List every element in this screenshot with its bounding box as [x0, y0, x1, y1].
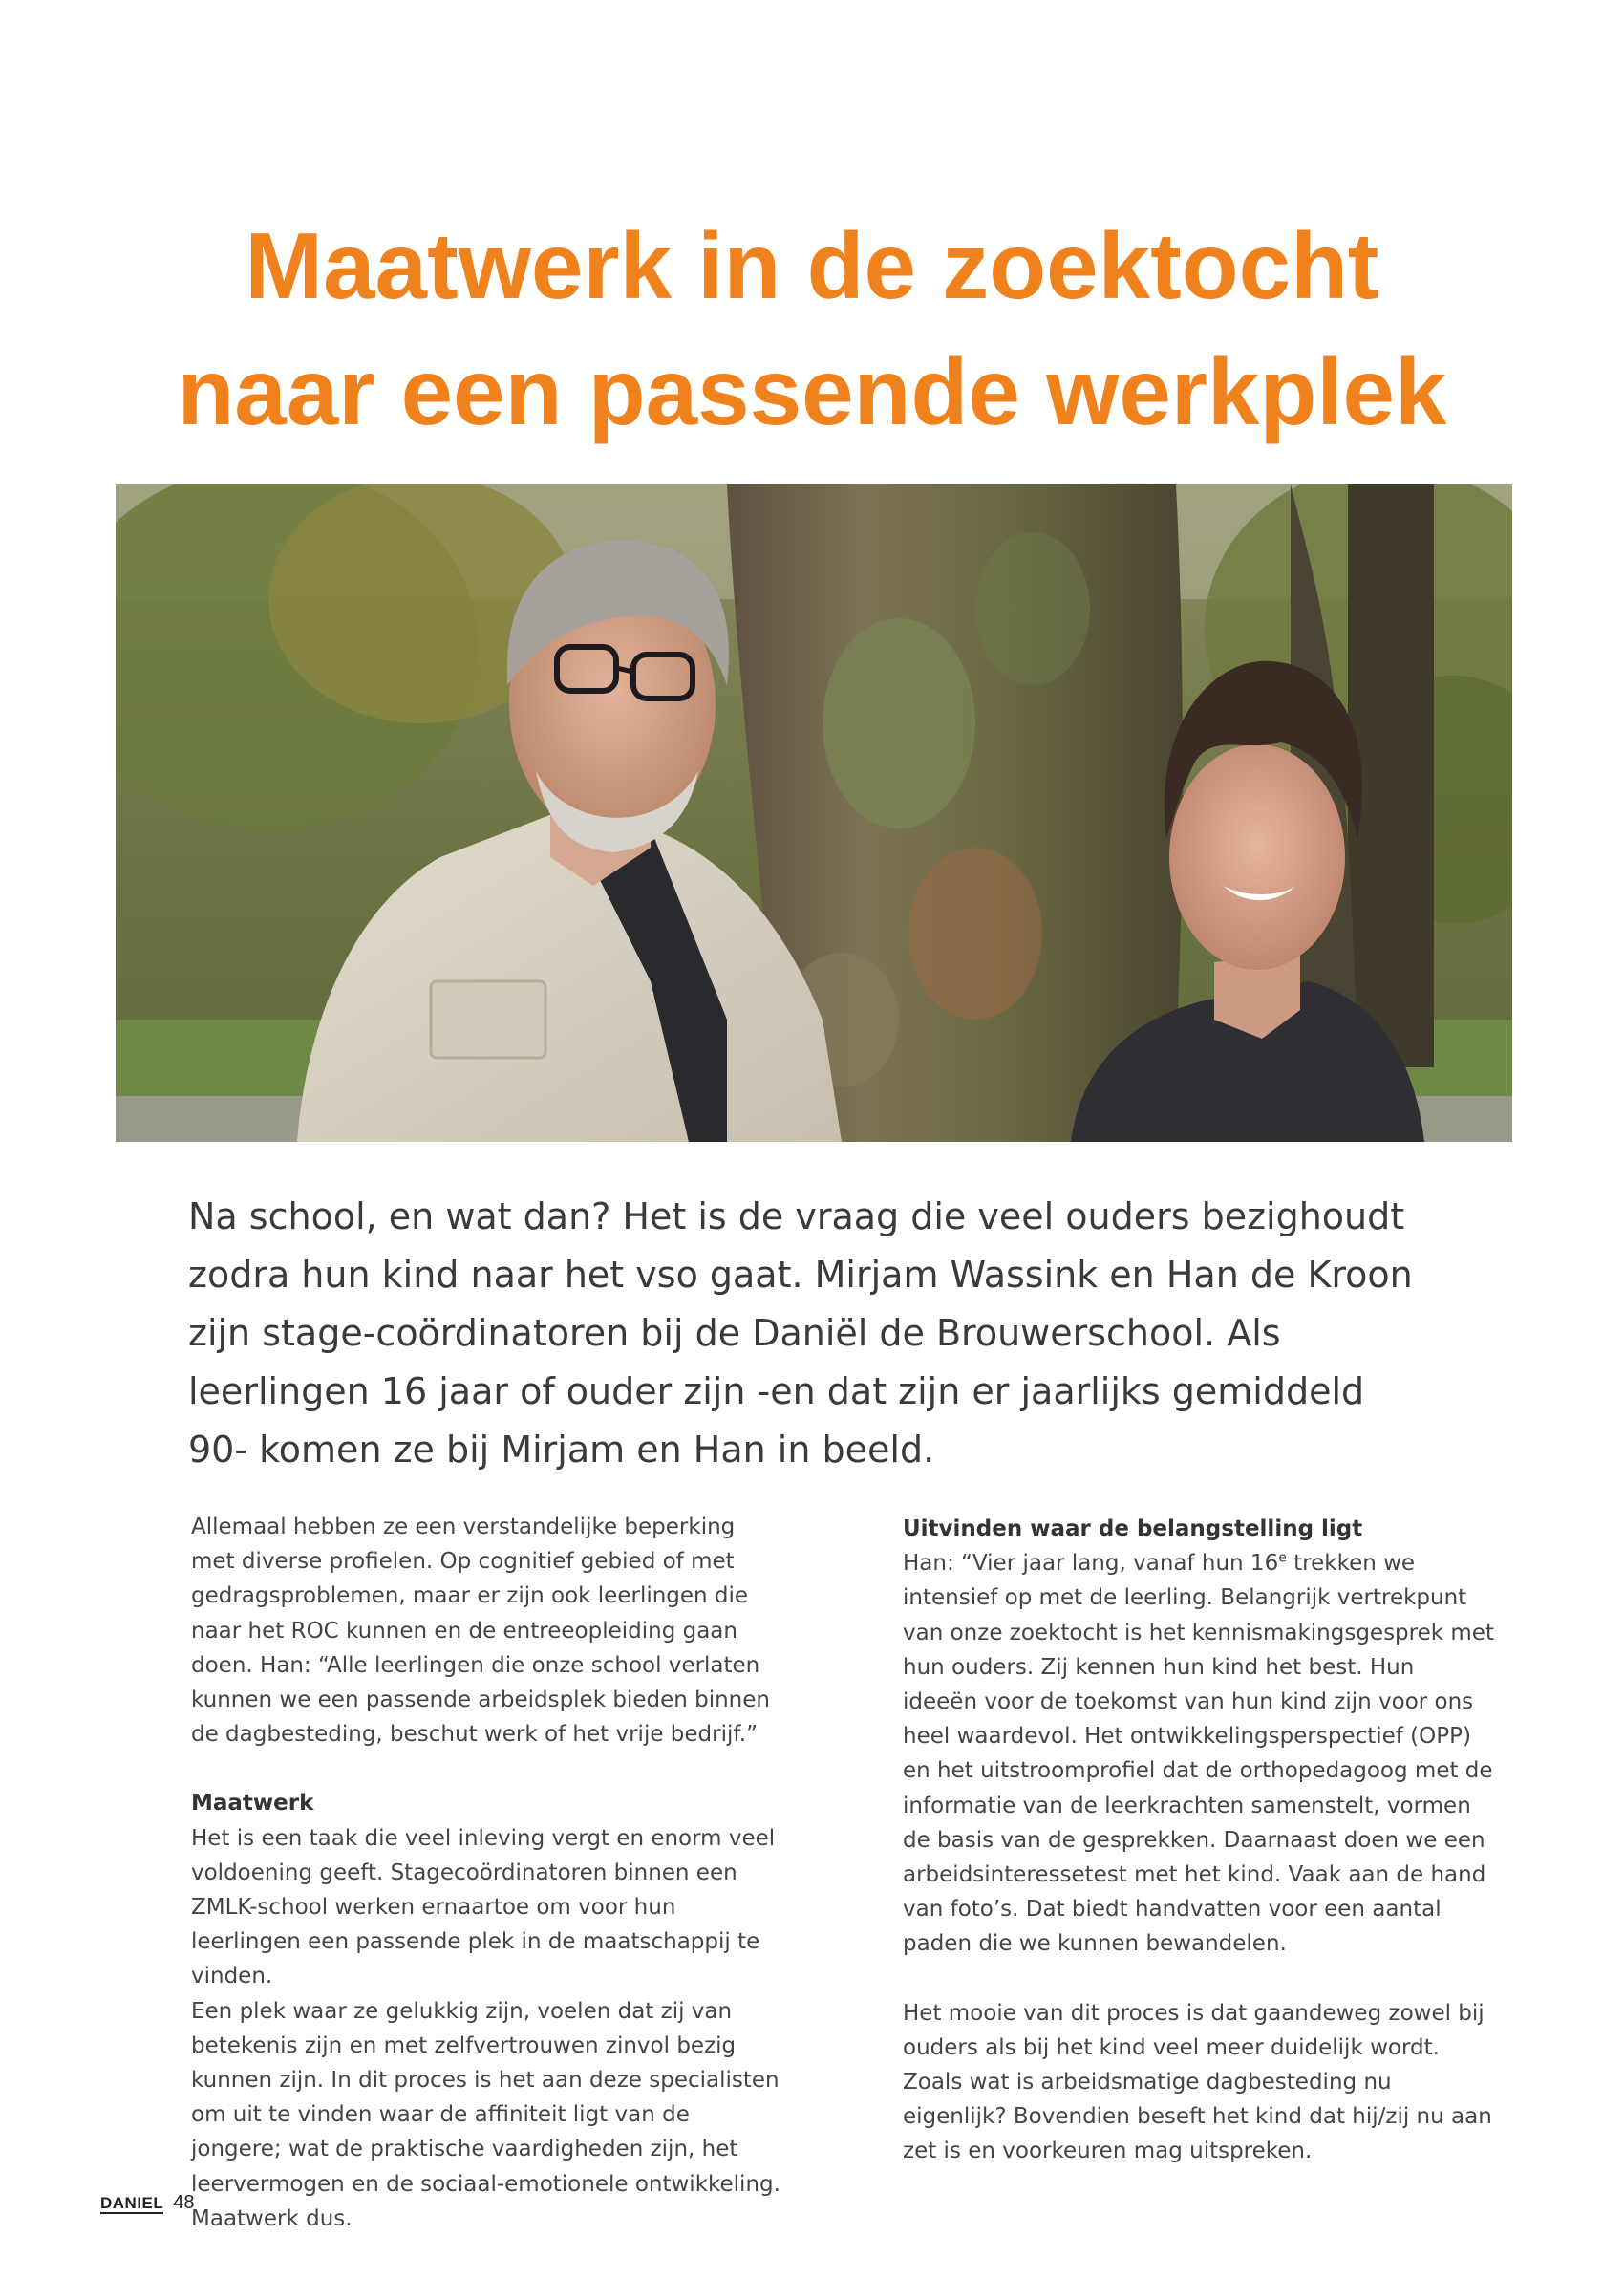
page-footer	[100, 2192, 195, 2214]
left-column	[191, 1510, 783, 2236]
right-column	[903, 1512, 1495, 2169]
title-line-2: naar een passende werkplek	[177, 339, 1447, 444]
left-paragraph-2: Het is een taak die veel inleving vergt en enorm veel voldoening geeft. Stagecoördinatoren binnen een ZMLK-school werken ernaartoe om voor hun leerlingen een passende plek in de maatschappij te vinden.	[191, 1825, 776, 1989]
intro-paragraph: Na school, en wat dan? Het is de vraag die veel ouders bezighoudt zodra hun kind naar het vso gaat. Mirjam Wassink en Han de Kroon zijn stage-coördinatoren bij de Daniël de Brouwerschool. Als leerlingen 16 jaar of ouder zijn -en dat zijn er jaarlijks gemiddeld 90- komen ze bij Mirjam en Han in beeld.	[188, 1195, 1413, 1471]
title-line-1: Maatwerk in de zoektocht	[245, 213, 1379, 318]
right-paragraph-2: Het mooie van dit proces is dat gaandeweg zowel bij ouders als bij het kind veel meer duidelijk wordt. Zoals wat is arbeidsmatige dagbesteding nu eigenlijk? Bovendien beseft het kind dat hij/zij nu aan zet is en voorkeuren mag uitspreken.	[903, 2000, 1492, 2164]
article-title	[0, 203, 1624, 455]
right-paragraph-1: Han: “Vier jaar lang, vanaf hun 16e trekken we intensief op met de leerling. Belangrijk vertrekpunt van onze zoektocht is het kennismakingsgesprek met hun ouders. Zij kennen hun kind het best. Hun ideeën voor de toekomst van hun kind zijn voor ons heel waardevol. Het ontwikkelingsperspectief (OPP) en het uitstroomprofiel dat de orthopedagoog met de informatie van de leerkrachten samenstelt, vormen de basis van de gesprekken. Daarnaast doen we een arbeidsinteressetest met het kind. Vaak aan de hand van foto’s. Dat biedt handvatten voor een aantal paden die we kunnen bewandelen.	[903, 1550, 1494, 1957]
heading-maatwerk: Maatwerk	[191, 1791, 314, 1817]
magazine-logo: DANIEL	[100, 2194, 164, 2212]
left-paragraph-1: Allemaal hebben ze een verstandelijke beperking met diverse profielen. Op cognitief gebied of met gedragsproblemen, maar er zijn ook leerlingen die naar het ROC kunnen en de entreeopleiding gaan doen. Han: “Alle leerlingen die onze school verlaten kunnen we een passende arbeidsplek bieden binnen de dagbesteding, beschut werk of het vrije bedrijf.”	[191, 1515, 770, 1748]
left-paragraph-3: Een plek waar ze gelukkig zijn, voelen dat zij van betekenis zijn en met zelfvertrouwen zinvol bezig kunnen zijn. In dit proces is het aan deze specialisten om uit te vinden waar de affiniteit ligt van de jongere; wat de praktische vaardigheden zijn, het leervermogen en de sociaal-emotionele ontwikkeling. Maatwerk dus.	[191, 1998, 780, 2231]
photo-two-coordinators-by-tree	[116, 484, 1512, 1142]
superscript-e: e	[1278, 1550, 1287, 1566]
page-number: 48	[173, 2192, 195, 2213]
heading-belangstelling: Uitvinden waar de belangstelling ligt	[903, 1516, 1363, 1541]
